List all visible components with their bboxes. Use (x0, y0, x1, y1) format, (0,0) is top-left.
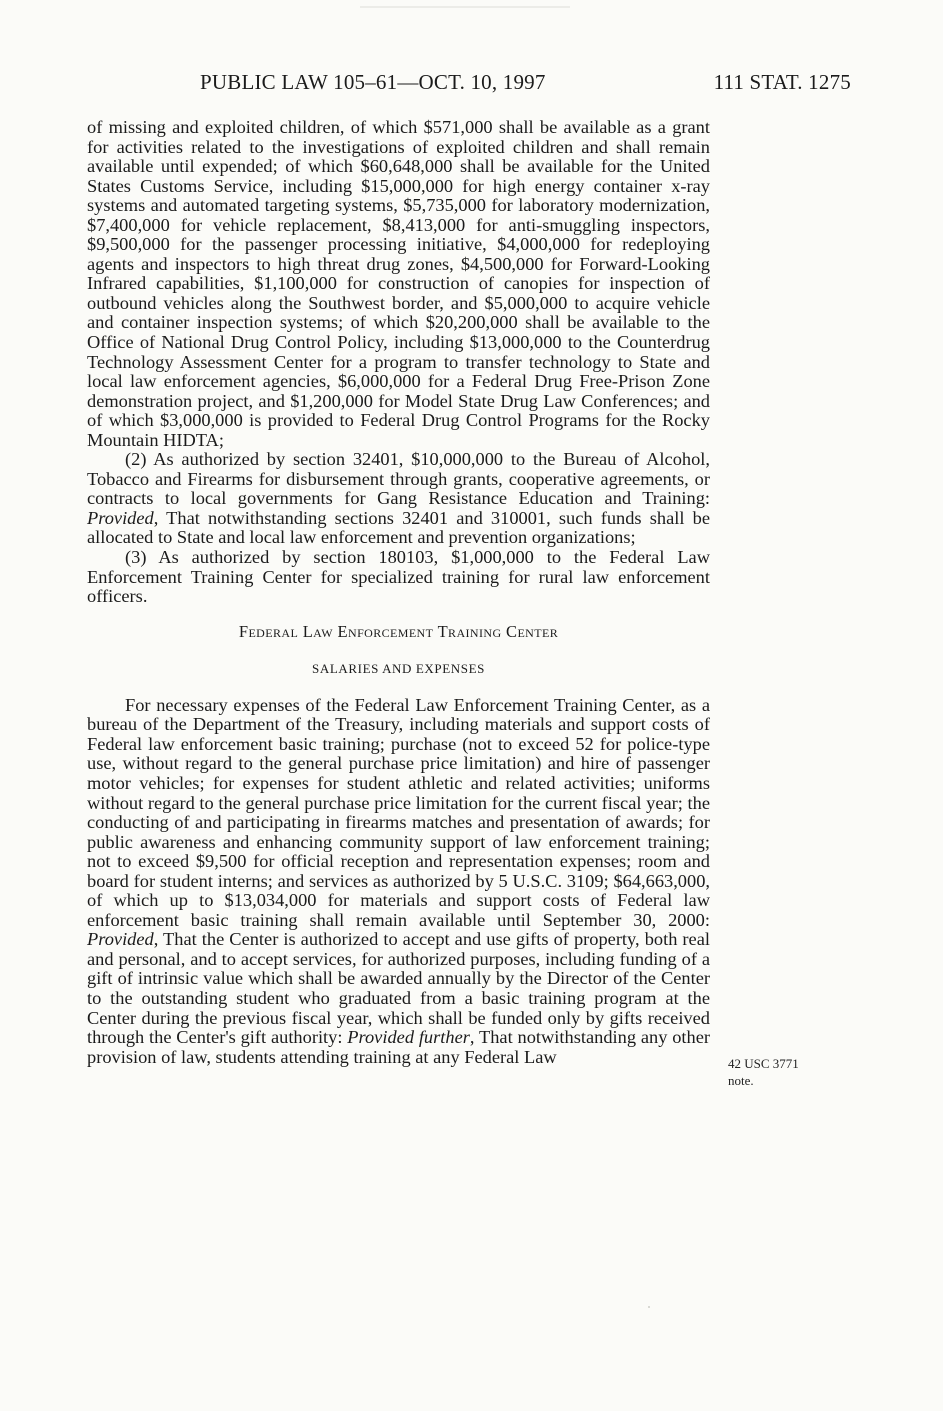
paragraph-text: , That notwithstanding sections 32401 and 310001, such funds shall be allocated to State and local law enforcement and prevention organizations; (87, 507, 710, 548)
paragraph-continued (87, 118, 710, 450)
scan-speck (648, 1306, 650, 1308)
paragraph-text: , That the Center is authorized to accept and use gifts of property, both real and personal, and to accept services, for authorized purposes, including funding of a gift of intrinsic value which shall be awarded annually by the Director of the Center to the outstanding student who graduated from a basic training program at the Center during the previous fiscal year, which shall be funded only by gifts received through the Center's gift authority: (87, 929, 710, 1048)
paragraph-text: (3) As authorized by section 180103, $1,000,000 to the Federal Law Enforcement Training Center for specialized training for rural law enforcement officers. (87, 547, 710, 607)
italic-proviso: Provided (87, 929, 154, 950)
italic-proviso-further: Provided further (347, 1027, 470, 1048)
paragraph-text: , That notwithstanding any other provision of law, students attending training at any Federal Law (87, 1027, 710, 1067)
paragraph-text: of missing and exploited children, of which $571,000 shall be available as a grant for activities related to the investigations of exploited children and shall remain available until expended; of which $60,648,000 shall be available for the United States Customs Service, including $15,000,000 for high energy container x-ray systems and automated targeting systems, $5,735,000 for laboratory modernization, $7,400,000 for vehicle replacement, $8,413,000 for anti-smuggling inspectors, $9,500,000 for the passenger processing initiative, $4,000,000 for redeploying agents and inspectors to high threat drug zones, $4,500,000 for Forward-Looking Infrared capabilities, $1,100,000 for construction of canopies for inspection of outbound vehicles along the Southwest border, and $5,000,000 to acquire vehicle and container inspection systems; of which $20,200,000 shall be available to the Office of National Drug Control Policy, including $13,000,000 to the Counterdrug Technology Assessment Center for a program to transfer technology to State and local law enforcement agencies, $6,000,000 for a Federal Drug Free-Prison Zone demonstration project, and $1,200,000 for Model State Drug Law Conferences; and of which $3,000,000 is provided to Federal Drug Control Programs for the Rocky Mountain HIDTA; (87, 117, 710, 450)
paragraph-text: (2) As authorized by section 32401, $10,000,000 to the Bureau of Alcohol, Tobacco and Firearms for disbursement through grants, cooperative agreements, or contracts to local governments for Gang Resistance Education and Training: (87, 449, 710, 509)
paragraph-salaries-expenses (87, 696, 710, 1067)
margin-citation-note (728, 1055, 838, 1089)
paragraph-text: For necessary expenses of the Federal Law Enforcement Training Center, as a bureau of the Department of the Treasury, including materials and support costs of Federal law enforcement basic training; purchase (not to exceed 52 for police-type use, without regard to the general purchase price limitation) and hire of passenger motor vehicles; for expenses for student athletic and related activities; uniforms without regard to the general purchase price limitation for the current fiscal year; the conducting of and participating in firearms matches and presentation of awards; for public awareness and enhancing community support of law enforcement training; not to exceed $9,500 for official reception and representation expenses; room and board for student interns; and services as authorized by 5 U.S.C. 3109; $64,663,000, of which up to $13,034,000 for materials and support costs of Federal law enforcement basic training shall remain available until September 30, 2000: (87, 694, 710, 930)
margin-citation-suffix: note. (728, 1073, 754, 1088)
running-header (0, 70, 943, 100)
header-title: PUBLIC LAW 105–61—OCT. 10, 1997 (200, 70, 546, 94)
body-text-column (87, 118, 710, 1067)
paragraph-item-3 (87, 548, 710, 607)
appropriation-subheading: SALARIES AND EXPENSES (312, 661, 485, 677)
header-page-reference: 111 STAT. 1275 (713, 70, 851, 94)
paragraph-item-2 (87, 450, 710, 548)
agency-heading: Federal Law Enforcement Training Center (238, 621, 559, 641)
italic-proviso: Provided (87, 507, 154, 528)
margin-citation: 42 USC 3771 (728, 1056, 799, 1071)
scan-speck (360, 6, 570, 8)
